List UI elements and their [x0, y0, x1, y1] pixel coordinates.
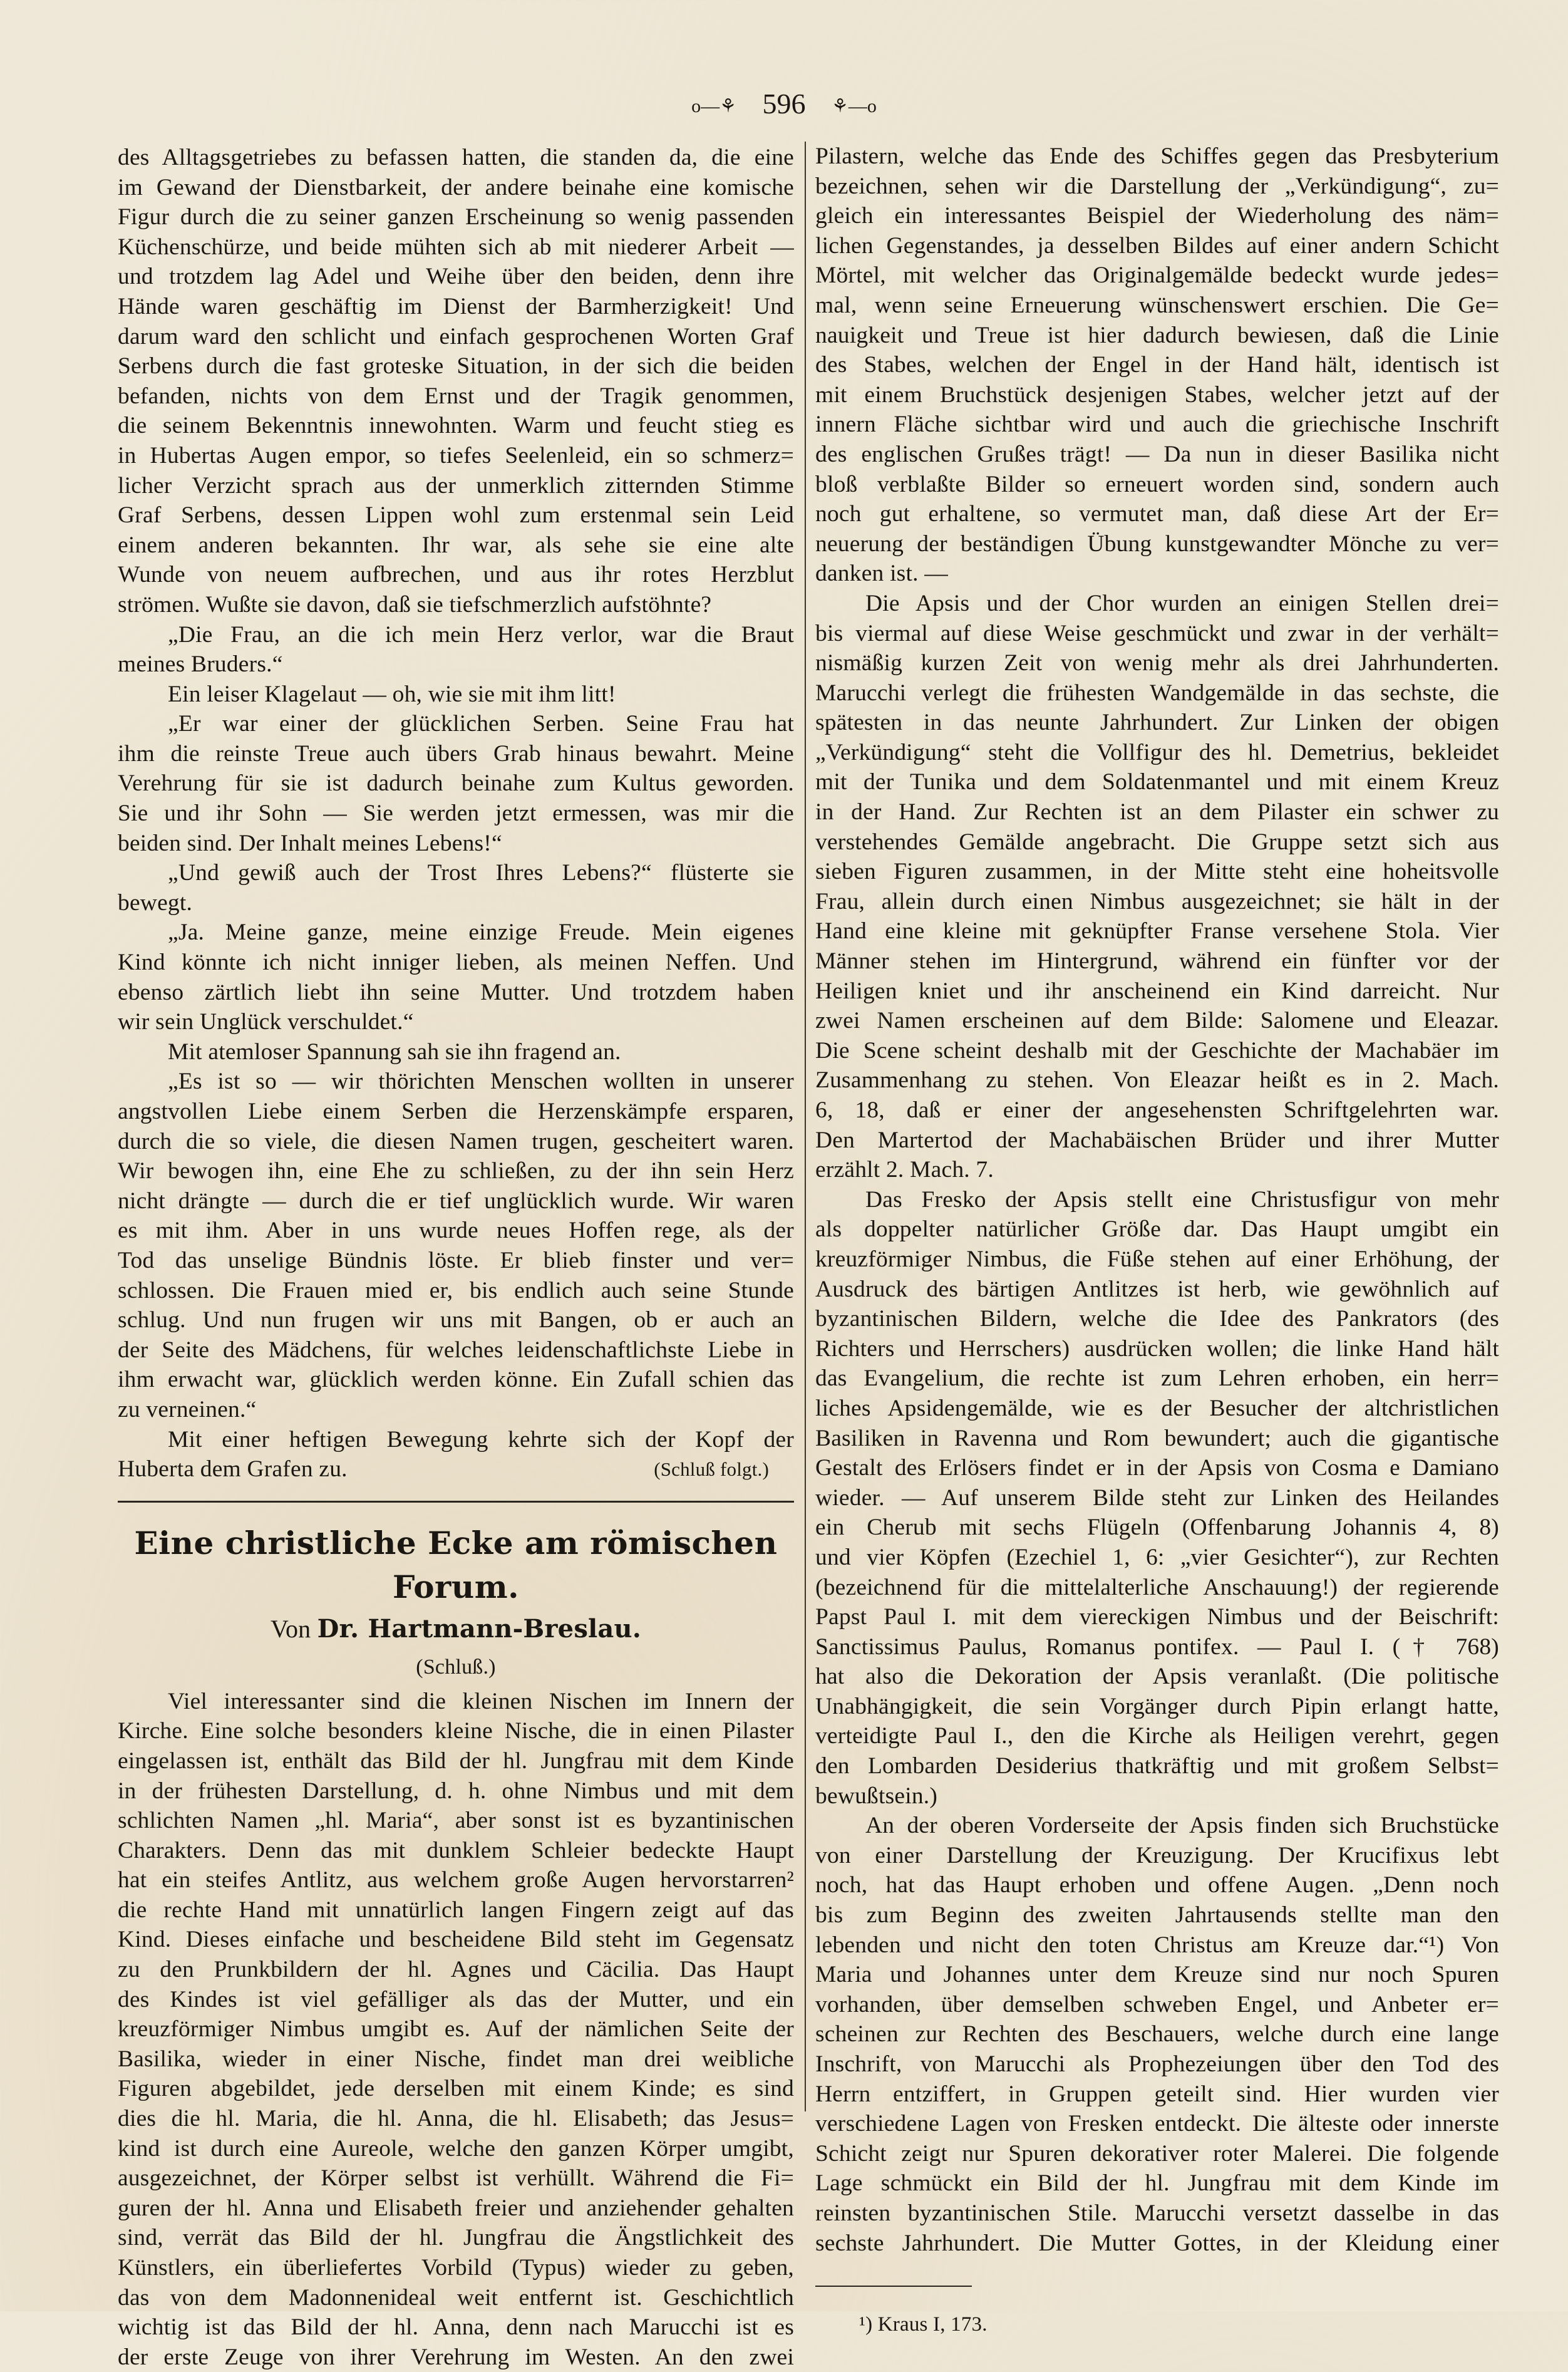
text-line: sind, verrät das Bild der hl. Jungfrau die Ängstlichkeit des — [118, 2225, 794, 2251]
text-line: durch die so viele, die diesen Namen trugen, gescheitert waren. — [118, 1128, 794, 1154]
ornament-right-icon: ⚘—o — [832, 96, 877, 117]
text-line: verstehendes Gemälde angebracht. Die Gruppe setzt sich aus — [815, 829, 1499, 855]
text-line: vorhanden, über demselben schweben Engel, und Anbeter er= — [815, 1991, 1499, 2017]
text-line: schlug. Und nun frugen wir uns mit Bangen, ob er auch an — [118, 1307, 794, 1334]
author-name: Dr. Hartmann-Breslau. — [317, 1613, 641, 1644]
text-line: „Verkündigung“ steht die Vollfigur des hl. Demetrius, bekleidet — [815, 739, 1499, 765]
text-line: Küchenschürze, und beide mühten sich ab mit niederer Arbeit — — [118, 234, 794, 260]
text-line: Das Fresko der Apsis stellt eine Christusfigur von mehr — [865, 1186, 1499, 1213]
text-line: Serbens durch die fast groteske Situation, in der sich die beiden — [118, 353, 794, 380]
text-line: zu verneinen.“ — [118, 1396, 257, 1422]
text-line: wir sein Unglück verschuldet.“ — [118, 1009, 414, 1035]
ornament-left-icon: o—⚘ — [691, 96, 736, 117]
text-line: bewegt. — [118, 889, 193, 916]
text-line: Die Scene scheint deshalb mit der Geschichte der Machabäer im — [815, 1037, 1499, 1064]
article-byline — [118, 1612, 794, 1647]
text-line: Charakters. Denn das mit dunklem Schleier bedeckte Haupt — [118, 1837, 794, 1863]
text-line: des englischen Grußes trägt! — Da nun in dieser Basilika nicht — [815, 441, 1499, 467]
text-line: Gestalt des Erlösers findet er in der Apsis von Cosma e Damiano — [815, 1455, 1499, 1481]
author-prefix: Von — [271, 1614, 311, 1643]
text-line: Männer stehen im Hintergrund, während ein fünfter vor der — [815, 948, 1499, 975]
text-line: bloß verblaßte Bilder so erneuert worden sind, sondern auch — [815, 471, 1499, 497]
text-line: „Er war einer der glücklichen Serben. Seine Frau hat — [168, 711, 794, 737]
text-line: mit der Tunika und dem Soldatenmantel und mit einem Kreuz — [815, 769, 1499, 795]
text-line: Mit einer heftigen Bewegung kehrte sich der Kopf der — [168, 1426, 794, 1453]
text-line: Kirche. Eine solche besonders kleine Nische, die in einen Pilaster — [118, 1718, 794, 1744]
left-column — [118, 143, 794, 2372]
text-line: 6, 18, daß er einer der angesehensten Schriftgelehrten war. — [815, 1097, 1499, 1123]
text-line: lichen Gegenstandes, ja desselben Bildes auf einer andern Schicht — [815, 232, 1499, 259]
text-line: Wunde von neuem aufbrechen, und aus ihr rotes Herzblut — [118, 562, 794, 588]
text-line: des Stabes, welchen der Engel in der Hand hält, identisch ist — [815, 352, 1499, 378]
story-text — [118, 143, 794, 1454]
text-line: sechste Jahrhundert. Die Mutter Gottes, in der Kleidung einer — [815, 2230, 1499, 2256]
text-line: dies die hl. Maria, die hl. Anna, die hl. Elisabeth; das Jesus= — [118, 2106, 794, 2132]
text-line: Unabhängigkeit, die sein Vorgänger durch Pipin erlangt hatte, — [815, 1693, 1499, 1719]
text-line: Richters und Herrschers) ausdrücken wollen; die linke Hand hält — [815, 1335, 1499, 1362]
text-line: bis viermal auf diese Weise geschmückt und zwar in der verhält= — [815, 620, 1499, 646]
text-line: kreuzförmiger Nimbus, die Füße stehen auf einer Erhöhung, der — [815, 1246, 1499, 1272]
article-title: Eine christliche Ecke am römischen Forum. — [134, 1524, 778, 1605]
text-line: Hände waren geschäftig im Dienst der Barmherzigkeit! Und — [118, 293, 794, 319]
text-line: innern Fläche sichtbar wird und auch die griechische Inschrift — [815, 412, 1499, 438]
text-line: Schicht zeigt nur Spuren dekorativer roter Malerei. Die folgende — [815, 2140, 1499, 2167]
text-line: Die Apsis und der Chor wurden an einigen Stellen drei= — [865, 590, 1499, 616]
text-line: wieder. — Auf unserem Bilde steht zur Linken des Heilandes — [815, 1484, 1499, 1511]
text-line: den Lombarden Desiderius thatkräftig und mit großem Selbst= — [815, 1753, 1499, 1779]
text-line: strömen. Wußte sie davon, daß sie tiefschmerzlich aufstöhnte? — [118, 591, 712, 618]
text-line: Mit atemloser Spannung sah sie ihn fragend an. — [168, 1038, 621, 1065]
page-number: 596 — [762, 88, 806, 120]
text-line: und trotzdem lag Adel und Weihe über den beiden, denn ihre — [118, 264, 794, 290]
text-line: des Kindes ist viel gefälliger als das der Mutter, und ein — [118, 1986, 794, 2012]
text-line: nicht drängte — durch die er tief unglücklich wurde. Wir waren — [118, 1188, 794, 1214]
text-line: bewußtsein.) — [815, 1783, 938, 1809]
text-line: schlossen. Die Frauen mied er, bis endlich auch seine Stunde — [118, 1277, 794, 1303]
text-line: Figur durch die zu seiner ganzen Erscheinung so wenig passenden — [118, 204, 794, 230]
text-line: mal, wenn seine Erneuerung wünschenswert erschien. Die Ge= — [815, 292, 1499, 318]
text-line: mit einem Bruchstück desjenigen Stabes, welcher jetzt auf der — [815, 381, 1499, 408]
text-line: reinsten byzantinischen Stile. Marucchi versetzt dasselbe in das — [815, 2200, 1499, 2226]
text-line: Hand eine kleine mit geknüpfter Franse versehene Stola. Vier — [815, 918, 1499, 945]
text-line: in der frühesten Darstellung, d. h. ohne Nimbus und mit dem — [118, 1778, 794, 1804]
text-line: das Evangelium, die rechte ist zum Lehren erhoben, ein herr= — [815, 1365, 1499, 1392]
text-line: die seinem Bekenntnis innewohnten. Warm und feucht stieg es — [118, 413, 794, 439]
text-line: guren der hl. Anna und Elisabeth freier und anziehender gehalten — [118, 2195, 794, 2221]
text-line: Künstlers, ein überliefertes Vorbild (Typus) wieder zu geben, — [118, 2255, 794, 2281]
text-line: Tod das unselige Bündnis löste. Er blieb finster und ver= — [118, 1247, 794, 1273]
page-header — [0, 86, 1568, 124]
text-line: Frau, allein durch einen Nimbus ausgezeichnet; sie hält in der — [815, 888, 1499, 914]
text-line: der Seite des Mädchens, für welches leidenschaftlichste Liebe in — [118, 1337, 794, 1363]
text-line: Heiligen kniet und ihr anscheinend ein Kind darreicht. Nur — [815, 978, 1499, 1004]
text-line: der erste Zeuge von ihrer Verehrung im Westen. An den zwei — [118, 2344, 794, 2370]
text-line: Sie und ihr Sohn — Sie werden jetzt ermessen, was mir die — [118, 800, 794, 827]
text-line: einem anderen bekannten. Ihr war, als sehe sie eine alte — [118, 532, 794, 558]
text-line: erzählt 2. Mach. 7. — [815, 1157, 994, 1183]
text-line: meines Bruders.“ — [118, 651, 283, 678]
text-line: Basilika, wieder in einer Nische, findet man drei weibliche — [118, 2046, 794, 2072]
text-line: Ausdruck des bärtigen Antlitzes ist herb, wie gewöhnlich auf — [815, 1276, 1499, 1302]
footnote-text: Kraus I, 173. — [877, 2313, 988, 2336]
text-line: im Gewand der Dienstbarkeit, der andere beinahe eine komische — [118, 174, 794, 200]
text-line: Wir bewogen ihn, eine Ehe zu schließen, zu der ihn sein Herz — [118, 1158, 794, 1184]
text-line: kind ist durch eine Aureole, welche den ganzen Körper umgibt, — [118, 2135, 794, 2162]
footnote-marker: ¹) — [859, 2313, 873, 2336]
text-line: verteidigte Paul I., den die Kirche als Heiligen verehrt, gegen — [815, 1723, 1499, 1749]
text-line: Kind. Dieses einfache und bescheidene Bild steht im Gegensatz — [118, 1927, 794, 1953]
text-line: von einer Darstellung der Kreuzigung. Der Krucifixus lebt — [815, 1842, 1499, 1868]
text-line: das von dem Madonnenideal weit entfernt ist. Geschichtlich — [118, 2284, 794, 2311]
text-line: ihm die reinste Treue auch übers Grab hinaus bewahrt. Meine — [118, 740, 794, 767]
text-line: angstvollen Liebe einem Serben die Herzenskämpfe ersparen, — [118, 1099, 794, 1124]
text-line: kreuzförmiger Nimbus umgibt es. Auf der nämlichen Seite der — [118, 2016, 794, 2043]
text-line: Pilastern, welche das Ende des Schiffes gegen das Presbyterium — [815, 143, 1499, 169]
text-line: bezeichnen, sehen wir die Darstellung der „Verkündigung“, zu= — [815, 173, 1499, 199]
text-line: Graf Serbens, dessen Lippen wohl zum erstenmal sein Leid — [118, 502, 794, 529]
text-line: Maria und Johannes unter dem Kreuze sind nur noch Spuren — [815, 1962, 1499, 1988]
text-line: schlichten Namen „hl. Maria“, aber sonst ist es byzantinischen — [118, 1808, 794, 1834]
text-line: noch, hat das Haupt erhoben und offene Augen. „Denn noch — [815, 1872, 1499, 1898]
text-line: ein Cherub mit sechs Flügeln (Offenbarung Johannis 4, 8) — [815, 1515, 1499, 1541]
text-line: beiden sind. Der Inhalt meines Lebens!“ — [118, 830, 502, 856]
text-line: verschiedene Lagen von Fresken entdeckt. Die älteste oder innerste — [815, 2111, 1499, 2137]
text-line: An der oberen Vorderseite der Apsis finden sich Bruchstücke — [865, 1813, 1499, 1839]
text-line: in Hubertas Augen empor, so tiefes Seelenleid, ein so schmerz= — [118, 442, 794, 469]
text-line: wichtig ist das Bild der hl. Anna, denn nach Marucchi ist es — [118, 2314, 794, 2341]
text-line: Zusammenhang zu stehen. Von Eleazar heißt es in 2. Mach. — [815, 1067, 1499, 1094]
text-line: „Es ist so — wir thörichten Menschen wollten in unserer — [168, 1069, 794, 1095]
text-line: scheinen zur Rechten des Beschauers, welche durch eine lange — [815, 2021, 1499, 2048]
to-be-continued: (Schluß folgt.) — [654, 1458, 769, 1481]
text-line: Kind könnte ich nicht inniger lieben, als meinen Neffen. Und — [118, 950, 794, 976]
story-ending — [118, 1454, 794, 1484]
text-line: und vier Köpfen (Ezechiel 1, 6: „vier Gesichter“), zur Rechten — [815, 1544, 1499, 1570]
text-line: Inschrift, von Marucchi als Prophezeiungen über den Tod des — [815, 2051, 1499, 2077]
text-line: sieben Figuren zusammen, in der Mitte steht eine hoheitsvolle — [815, 859, 1499, 885]
text-line: zu den Prunkbildern der hl. Agnes und Cäcilia. Das Haupt — [118, 1957, 794, 1983]
text-line: liches Apsidengemälde, wie es der Besucher der altchristlichen — [815, 1395, 1499, 1421]
text-line: Mörtel, mit welcher das Originalgemälde bedeckt wurde jedes= — [815, 262, 1499, 289]
text-line: befanden, nichts von dem Ernst und der Tragik genommen, — [118, 383, 794, 409]
text-line: ebenso zärtlich liebt ihn seine Mutter. Und trotzdem haben — [118, 979, 794, 1005]
text-line: bis zum Beginn des zweiten Jahrtausends stellte man den — [815, 1902, 1499, 1929]
text-line: „Ja. Meine ganze, meine einzige Freude. Mein eigenes — [168, 919, 794, 946]
text-line: gleich ein interessantes Beispiel der Wiederholung des näm= — [815, 203, 1499, 229]
text-line: Basiliken in Ravenna und Rom bewundert; auch die gigantische — [815, 1425, 1499, 1451]
text-line: ihm erwacht war, glücklich werden könne. Ein Zufall schien das — [118, 1367, 794, 1393]
text-line: (bezeichnend für die mittelalterliche Anschauung!) der regierende — [815, 1574, 1499, 1600]
text-line: es mit ihm. Aber in uns wurde neues Hoffen rege, als der — [118, 1218, 794, 1244]
text-line: Herrn entziffert, in Gruppen geteilt sind. Hier wurden vier — [815, 2081, 1499, 2107]
text-line: nismäßig kurzen Zeit von wenig mehr als drei Jahrhunderten. — [815, 650, 1499, 676]
text-line: des Alltagsgetriebes zu befassen hatten, die standen da, die eine — [118, 145, 794, 170]
text-line: die rechte Hand mit unnatürlich langen Fingern zeigt auf das — [118, 1897, 794, 1923]
text-line: Papst Paul I. mit dem viereckigen Nimbus und der Beischrift: — [815, 1604, 1499, 1630]
story-last-line: Huberta dem Grafen zu. — [118, 1456, 348, 1483]
text-line: eingelassen ist, enthält das Bild der hl. Jungfrau mit dem Kinde — [118, 1748, 794, 1774]
text-line: hat ein steifes Antlitz, aus welchem große Augen hervorstarren² — [118, 1867, 794, 1893]
text-line: Viel interessanter sind die kleinen Nischen im Innern der — [168, 1688, 794, 1714]
column-divider — [805, 142, 806, 2111]
footnote — [815, 2311, 1499, 2338]
text-line: spätesten in das neunte Jahrhundert. Zur Linken der obigen — [815, 710, 1499, 736]
text-line: nauigkeit und Treue ist hier dadurch bewiesen, daß die Linie — [815, 322, 1499, 348]
text-line: Ein leiser Klagelaut — oh, wie sie mit ihm litt! — [168, 681, 616, 707]
text-line: Marucchi verlegt die frühesten Wandgemälde in das sechste, die — [815, 680, 1499, 706]
text-line: „Und gewiß auch der Trost Ihres Lebens?“ flüsterte sie — [168, 860, 794, 886]
text-line: „Die Frau, an die ich mein Herz verlor, war die Braut — [168, 621, 794, 648]
section-divider — [118, 1501, 794, 1503]
text-line: in der Hand. Zur Rechten ist an dem Pilaster ein schwer zu — [815, 799, 1499, 826]
text-line: noch gut erhaltene, so vermutet man, daß diese Art der Er= — [815, 501, 1499, 527]
text-line: zwei Namen erscheinen auf dem Bilde: Salomene und Eleazar. — [815, 1008, 1499, 1034]
text-line: byzantinischen Bildern, welche die Idee des Pankrators (des — [815, 1306, 1499, 1332]
right-column — [815, 142, 1499, 2338]
article-text — [118, 1687, 794, 2372]
text-line: Figuren abgebildet, jede derselben mit einem Kinde; es sind — [118, 2076, 794, 2102]
text-line: darum ward den schlicht und einfach gesprochenen Worten Graf — [118, 323, 794, 350]
text-line: lebenden und nicht den toten Christus am Kreuze dar.“¹) Von — [815, 1932, 1499, 1958]
text-line: Lage schmückt ein Bild der hl. Jungfrau mit dem Kinde im — [815, 2170, 1499, 2197]
article-continuation: (Schluß.) — [416, 1655, 496, 1679]
text-line: hat also die Dekoration der Apsis veranlaßt. (Die politische — [815, 1664, 1499, 1690]
footnote-rule — [815, 2286, 972, 2287]
article-text-continued — [815, 142, 1499, 2258]
text-line: Verehrung für sie ist dadurch beinahe zum Kultus geworden. — [118, 770, 794, 797]
text-line: ausgezeichnet, der Körper selbst ist verhüllt. Während die Fi= — [118, 2165, 794, 2192]
text-line: neuerung der beständigen Übung kunstgewandter Mönche zu ver= — [815, 531, 1499, 557]
text-line: danken ist. — — [815, 561, 948, 587]
text-line: als doppelter natürlicher Größe dar. Das Haupt umgibt ein — [815, 1216, 1499, 1243]
text-line: Sanctissimus Paulus, Romanus pontifex. — Paul I. († 768) — [815, 1634, 1499, 1660]
text-line: Den Martertod der Machabäischen Brüder und ihrer Mutter — [815, 1127, 1499, 1153]
text-line: licher Verzicht sprach aus der unmerklich zitternden Stimme — [118, 472, 794, 499]
